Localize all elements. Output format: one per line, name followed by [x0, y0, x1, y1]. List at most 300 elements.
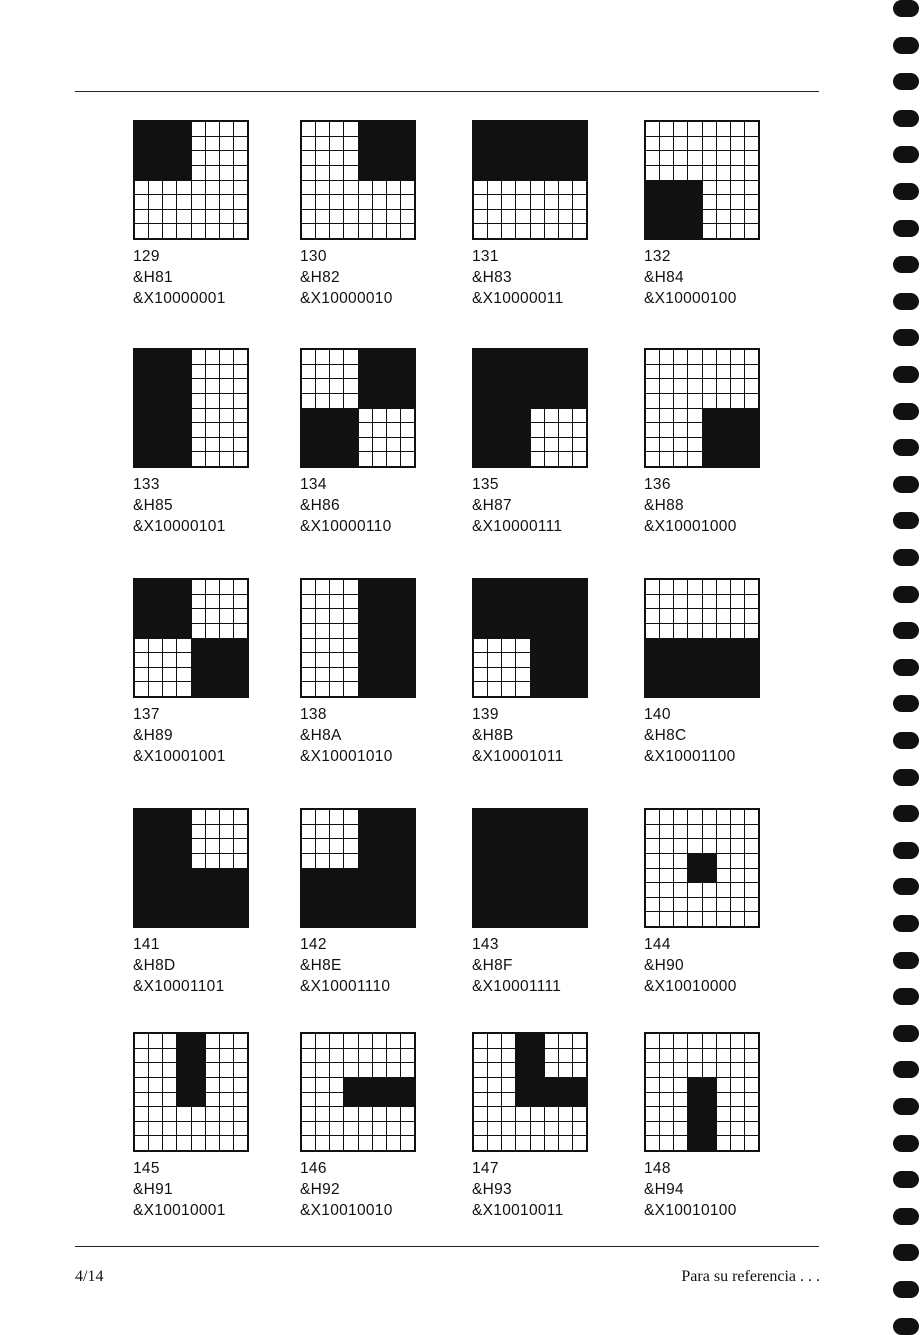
character-glyph — [644, 348, 760, 468]
glyph-pixel — [488, 1034, 501, 1048]
glyph-pixel — [531, 409, 544, 423]
glyph-pixel — [559, 1034, 572, 1048]
glyph-pixel — [545, 912, 558, 926]
glyph-pixel — [474, 854, 487, 868]
glyph-pixel — [316, 869, 329, 883]
glyph-pixel — [177, 1107, 190, 1121]
glyph-pixel — [474, 825, 487, 839]
glyph-pixel — [206, 898, 219, 912]
glyph-pixel — [660, 869, 673, 883]
glyph-pixel — [646, 423, 659, 437]
glyph-pixel — [344, 1107, 357, 1121]
glyph-pixel — [344, 1078, 357, 1092]
glyph-pixel — [373, 825, 386, 839]
character-caption — [300, 474, 392, 537]
glyph-pixel — [302, 1093, 315, 1107]
glyph-pixel — [344, 639, 357, 653]
glyph-pixel — [646, 1093, 659, 1107]
glyph-pixel — [502, 195, 515, 209]
glyph-pixel — [206, 595, 219, 609]
glyph-pixel — [745, 595, 758, 609]
glyph-pixel — [674, 624, 687, 638]
glyph-pixel — [745, 854, 758, 868]
glyph-pixel — [731, 1049, 744, 1063]
glyph-pixel — [660, 365, 673, 379]
glyph-pixel — [688, 595, 701, 609]
glyph-pixel — [234, 609, 247, 623]
glyph-pixel — [234, 423, 247, 437]
glyph-pixel — [474, 883, 487, 897]
glyph-pixel — [531, 609, 544, 623]
glyph-pixel — [330, 624, 343, 638]
glyph-pixel — [559, 1107, 572, 1121]
glyph-pixel — [177, 409, 190, 423]
glyph-pixel — [387, 825, 400, 839]
glyph-pixel — [474, 609, 487, 623]
glyph-pixel — [660, 653, 673, 667]
character-hex: &H88 — [644, 497, 684, 514]
glyph-pixel — [135, 409, 148, 423]
glyph-pixel — [688, 1136, 701, 1150]
glyph-pixel — [387, 580, 400, 594]
glyph-pixel — [516, 883, 529, 897]
character-binary: &X10010100 — [644, 1202, 737, 1219]
glyph-pixel — [531, 624, 544, 638]
glyph-pixel — [717, 595, 730, 609]
glyph-pixel — [731, 898, 744, 912]
glyph-pixel — [545, 409, 558, 423]
glyph-pixel — [316, 580, 329, 594]
glyph-pixel — [488, 122, 501, 136]
glyph-pixel — [717, 912, 730, 926]
glyph-pixel — [573, 224, 586, 238]
glyph-pixel — [177, 1049, 190, 1063]
glyph-pixel — [516, 580, 529, 594]
glyph-pixel — [488, 166, 501, 180]
glyph-pixel — [717, 639, 730, 653]
glyph-pixel — [192, 1063, 205, 1077]
glyph-pixel — [330, 1078, 343, 1092]
glyph-pixel — [688, 379, 701, 393]
glyph-pixel — [703, 609, 716, 623]
glyph-pixel — [516, 122, 529, 136]
glyph-pixel — [660, 210, 673, 224]
glyph-pixel — [660, 1049, 673, 1063]
glyph-pixel — [745, 653, 758, 667]
punch-hole-strip — [893, 0, 921, 1334]
glyph-pixel — [316, 438, 329, 452]
glyph-pixel — [234, 595, 247, 609]
glyph-pixel — [373, 210, 386, 224]
character-cell — [472, 1032, 632, 1232]
glyph-pixel — [192, 609, 205, 623]
character-caption — [133, 474, 226, 537]
glyph-pixel — [717, 624, 730, 638]
glyph-pixel — [545, 195, 558, 209]
glyph-pixel — [731, 379, 744, 393]
glyph-pixel — [344, 854, 357, 868]
glyph-pixel — [206, 122, 219, 136]
glyph-pixel — [302, 151, 315, 165]
glyph-pixel — [316, 825, 329, 839]
glyph-pixel — [163, 394, 176, 408]
glyph-pixel — [717, 195, 730, 209]
glyph-pixel — [206, 883, 219, 897]
glyph-pixel — [359, 609, 372, 623]
glyph-pixel — [731, 825, 744, 839]
glyph-pixel — [559, 869, 572, 883]
glyph-pixel — [387, 609, 400, 623]
glyph-pixel — [646, 151, 659, 165]
glyph-pixel — [302, 365, 315, 379]
glyph-pixel — [302, 181, 315, 195]
glyph-pixel — [135, 883, 148, 897]
glyph-pixel — [688, 854, 701, 868]
glyph-pixel — [573, 350, 586, 364]
glyph-pixel — [474, 1107, 487, 1121]
glyph-pixel — [474, 1093, 487, 1107]
glyph-pixel — [531, 166, 544, 180]
glyph-pixel — [646, 350, 659, 364]
glyph-pixel — [674, 423, 687, 437]
glyph-pixel — [703, 668, 716, 682]
glyph-pixel — [234, 181, 247, 195]
glyph-pixel — [688, 1034, 701, 1048]
glyph-pixel — [401, 137, 414, 151]
glyph-pixel — [531, 224, 544, 238]
glyph-pixel — [545, 1107, 558, 1121]
glyph-pixel — [502, 653, 515, 667]
glyph-pixel — [717, 898, 730, 912]
character-cell — [133, 578, 293, 778]
glyph-pixel — [177, 898, 190, 912]
glyph-pixel — [559, 224, 572, 238]
punch-hole — [893, 293, 919, 310]
glyph-pixel — [674, 883, 687, 897]
glyph-pixel — [559, 854, 572, 868]
punch-hole — [893, 439, 919, 456]
glyph-pixel — [359, 668, 372, 682]
glyph-pixel — [488, 409, 501, 423]
glyph-pixel — [488, 825, 501, 839]
glyph-pixel — [674, 409, 687, 423]
glyph-pixel — [302, 1078, 315, 1092]
glyph-pixel — [488, 639, 501, 653]
glyph-pixel — [163, 423, 176, 437]
glyph-pixel — [316, 1107, 329, 1121]
glyph-pixel — [660, 1034, 673, 1048]
glyph-pixel — [359, 166, 372, 180]
glyph-pixel — [502, 883, 515, 897]
character-cell — [133, 808, 293, 1008]
glyph-pixel — [220, 898, 233, 912]
glyph-pixel — [302, 350, 315, 364]
glyph-pixel — [344, 869, 357, 883]
glyph-pixel — [177, 825, 190, 839]
glyph-pixel — [674, 166, 687, 180]
glyph-pixel — [531, 653, 544, 667]
glyph-pixel — [717, 1078, 730, 1092]
character-binary: &X10010000 — [644, 978, 737, 995]
glyph-pixel — [234, 1107, 247, 1121]
glyph-pixel — [206, 409, 219, 423]
glyph-pixel — [731, 137, 744, 151]
character-hex: &H89 — [133, 727, 173, 744]
glyph-pixel — [359, 195, 372, 209]
glyph-pixel — [474, 210, 487, 224]
glyph-pixel — [660, 639, 673, 653]
glyph-pixel — [401, 825, 414, 839]
glyph-pixel — [373, 624, 386, 638]
glyph-pixel — [206, 624, 219, 638]
glyph-pixel — [359, 1107, 372, 1121]
glyph-pixel — [674, 609, 687, 623]
character-hex: &H92 — [300, 1181, 340, 1198]
glyph-pixel — [192, 839, 205, 853]
glyph-pixel — [646, 682, 659, 696]
glyph-pixel — [192, 668, 205, 682]
punch-hole — [893, 1208, 919, 1225]
glyph-pixel — [387, 653, 400, 667]
glyph-pixel — [192, 869, 205, 883]
glyph-pixel — [745, 624, 758, 638]
glyph-pixel — [344, 365, 357, 379]
glyph-pixel — [573, 1049, 586, 1063]
glyph-pixel — [373, 379, 386, 393]
glyph-pixel — [502, 825, 515, 839]
character-glyph — [300, 1032, 416, 1152]
glyph-pixel — [316, 639, 329, 653]
character-code: 142 — [300, 936, 327, 953]
glyph-pixel — [359, 854, 372, 868]
glyph-pixel — [302, 912, 315, 926]
glyph-pixel — [474, 668, 487, 682]
glyph-pixel — [545, 653, 558, 667]
glyph-pixel — [516, 810, 529, 824]
glyph-pixel — [316, 1093, 329, 1107]
glyph-pixel — [149, 151, 162, 165]
glyph-pixel — [646, 810, 659, 824]
glyph-pixel — [474, 350, 487, 364]
glyph-pixel — [559, 137, 572, 151]
glyph-pixel — [387, 210, 400, 224]
glyph-pixel — [745, 409, 758, 423]
glyph-pixel — [731, 639, 744, 653]
glyph-pixel — [688, 1063, 701, 1077]
glyph-pixel — [545, 365, 558, 379]
character-code: 141 — [133, 936, 160, 953]
glyph-pixel — [573, 181, 586, 195]
glyph-pixel — [502, 224, 515, 238]
glyph-pixel — [302, 580, 315, 594]
glyph-pixel — [703, 639, 716, 653]
glyph-pixel — [488, 195, 501, 209]
character-hex: &H86 — [300, 497, 340, 514]
glyph-pixel — [234, 438, 247, 452]
glyph-pixel — [688, 682, 701, 696]
character-glyph — [644, 1032, 760, 1152]
glyph-pixel — [344, 166, 357, 180]
glyph-pixel — [745, 1063, 758, 1077]
glyph-pixel — [206, 1034, 219, 1048]
glyph-pixel — [502, 1078, 515, 1092]
glyph-pixel — [545, 825, 558, 839]
glyph-pixel — [163, 195, 176, 209]
glyph-pixel — [488, 854, 501, 868]
glyph-pixel — [163, 1107, 176, 1121]
character-hex: &H90 — [644, 957, 684, 974]
glyph-pixel — [206, 438, 219, 452]
glyph-pixel — [660, 181, 673, 195]
glyph-pixel — [401, 438, 414, 452]
glyph-pixel — [745, 365, 758, 379]
glyph-pixel — [220, 854, 233, 868]
glyph-pixel — [516, 195, 529, 209]
glyph-pixel — [177, 839, 190, 853]
glyph-pixel — [192, 409, 205, 423]
glyph-pixel — [149, 438, 162, 452]
glyph-pixel — [703, 624, 716, 638]
glyph-pixel — [559, 682, 572, 696]
glyph-pixel — [316, 682, 329, 696]
glyph-pixel — [135, 839, 148, 853]
glyph-pixel — [359, 595, 372, 609]
glyph-pixel — [330, 609, 343, 623]
glyph-pixel — [516, 365, 529, 379]
glyph-pixel — [373, 394, 386, 408]
glyph-pixel — [688, 166, 701, 180]
glyph-pixel — [401, 639, 414, 653]
glyph-pixel — [163, 438, 176, 452]
glyph-pixel — [387, 682, 400, 696]
glyph-pixel — [330, 1093, 343, 1107]
glyph-pixel — [302, 438, 315, 452]
glyph-pixel — [674, 1093, 687, 1107]
glyph-pixel — [373, 438, 386, 452]
glyph-pixel — [731, 609, 744, 623]
glyph-pixel — [234, 580, 247, 594]
glyph-pixel — [192, 122, 205, 136]
glyph-pixel — [502, 423, 515, 437]
glyph-pixel — [488, 1049, 501, 1063]
glyph-pixel — [573, 825, 586, 839]
glyph-pixel — [401, 653, 414, 667]
glyph-pixel — [573, 682, 586, 696]
glyph-pixel — [316, 810, 329, 824]
glyph-pixel — [330, 137, 343, 151]
glyph-pixel — [745, 438, 758, 452]
glyph-pixel — [359, 1122, 372, 1136]
glyph-pixel — [703, 595, 716, 609]
punch-hole — [893, 952, 919, 969]
glyph-pixel — [344, 898, 357, 912]
glyph-pixel — [717, 653, 730, 667]
glyph-pixel — [745, 580, 758, 594]
glyph-pixel — [646, 883, 659, 897]
character-caption — [300, 934, 390, 997]
glyph-pixel — [646, 1049, 659, 1063]
glyph-pixel — [163, 595, 176, 609]
glyph-pixel — [488, 181, 501, 195]
glyph-pixel — [373, 653, 386, 667]
glyph-pixel — [474, 1078, 487, 1092]
glyph-pixel — [302, 825, 315, 839]
glyph-pixel — [135, 668, 148, 682]
glyph-pixel — [559, 350, 572, 364]
glyph-pixel — [359, 1034, 372, 1048]
glyph-pixel — [646, 898, 659, 912]
glyph-pixel — [192, 1136, 205, 1150]
glyph-pixel — [316, 624, 329, 638]
glyph-pixel — [359, 839, 372, 853]
glyph-pixel — [330, 1034, 343, 1048]
footer-rule — [75, 1246, 819, 1247]
glyph-pixel — [516, 624, 529, 638]
glyph-pixel — [149, 912, 162, 926]
glyph-pixel — [559, 580, 572, 594]
glyph-pixel — [545, 839, 558, 853]
glyph-pixel — [302, 869, 315, 883]
character-cell — [644, 120, 804, 320]
glyph-pixel — [163, 1063, 176, 1077]
glyph-pixel — [516, 912, 529, 926]
glyph-pixel — [731, 1063, 744, 1077]
glyph-pixel — [703, 898, 716, 912]
glyph-pixel — [387, 1093, 400, 1107]
character-cell — [133, 348, 293, 548]
glyph-pixel — [731, 151, 744, 165]
glyph-pixel — [559, 210, 572, 224]
glyph-pixel — [135, 898, 148, 912]
glyph-pixel — [316, 224, 329, 238]
glyph-pixel — [206, 810, 219, 824]
glyph-pixel — [316, 1122, 329, 1136]
glyph-pixel — [220, 1136, 233, 1150]
glyph-pixel — [531, 181, 544, 195]
glyph-pixel — [359, 452, 372, 466]
glyph-pixel — [745, 452, 758, 466]
glyph-pixel — [717, 869, 730, 883]
glyph-pixel — [316, 423, 329, 437]
character-binary: &X10001000 — [644, 518, 737, 535]
glyph-pixel — [531, 854, 544, 868]
glyph-pixel — [474, 452, 487, 466]
glyph-pixel — [330, 883, 343, 897]
glyph-pixel — [646, 166, 659, 180]
glyph-pixel — [163, 639, 176, 653]
glyph-pixel — [573, 195, 586, 209]
glyph-pixel — [401, 122, 414, 136]
glyph-pixel — [163, 580, 176, 594]
glyph-pixel — [177, 653, 190, 667]
glyph-pixel — [330, 1049, 343, 1063]
glyph-pixel — [573, 912, 586, 926]
glyph-pixel — [545, 1122, 558, 1136]
glyph-pixel — [717, 365, 730, 379]
glyph-pixel — [387, 1136, 400, 1150]
glyph-pixel — [717, 409, 730, 423]
glyph-pixel — [344, 350, 357, 364]
character-cell — [644, 1032, 804, 1232]
glyph-pixel — [731, 350, 744, 364]
glyph-pixel — [387, 137, 400, 151]
glyph-pixel — [206, 580, 219, 594]
glyph-pixel — [135, 137, 148, 151]
glyph-pixel — [359, 1136, 372, 1150]
character-code: 147 — [472, 1160, 499, 1177]
glyph-pixel — [330, 639, 343, 653]
glyph-pixel — [674, 639, 687, 653]
